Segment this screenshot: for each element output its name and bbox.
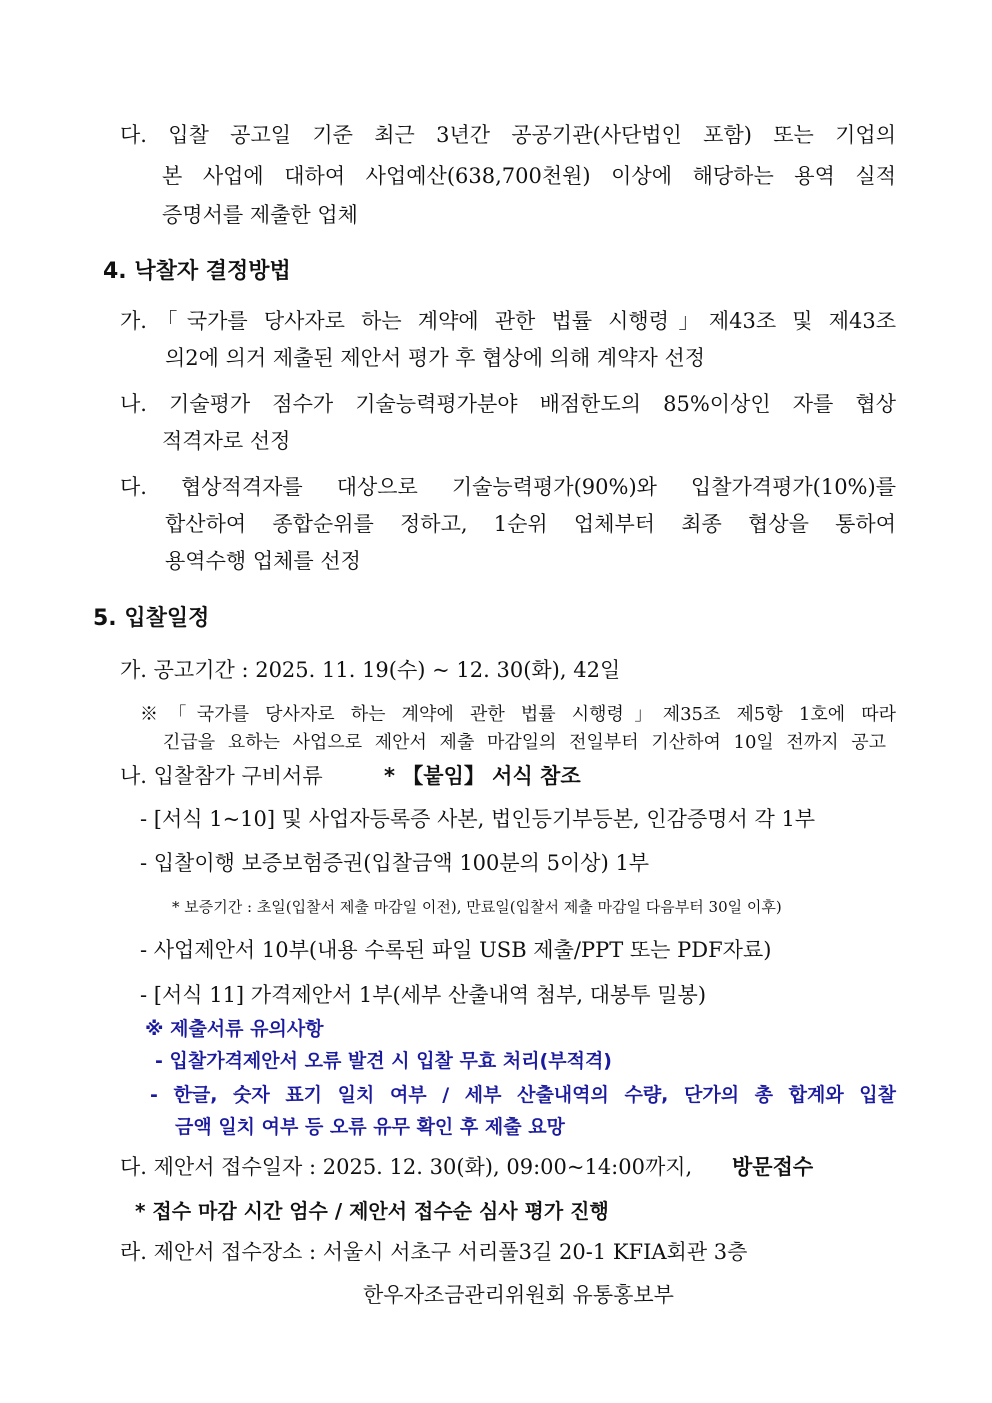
caution-title: ※ 제출서류 유의사항: [145, 1018, 324, 1040]
section-4-title: 4. 낙찰자 결정방법: [103, 259, 291, 284]
s4-b-line2: 적격자로 선정: [162, 429, 291, 453]
s4-c-line2: 합산하여 종합순위를 정하고, 1순위 업체부터 최종 협상을 통하여: [165, 512, 896, 536]
caution-item1: - 입찰가격제안서 오류 발견 시 입찰 무효 처리(부적격): [155, 1050, 612, 1072]
caution-item2-line1: - 한글, 숫자 표기 일치 여부 / 세부 산출내역의 수량, 단가의 총 합계와 입찰: [150, 1084, 896, 1106]
s3-c-line2: 본 사업에 대하여 사업예산(638,700천원) 이상에 해당하는 용역 실적: [162, 164, 896, 188]
section-5-title: 5. 입찰일정: [93, 606, 210, 631]
s4-b-line1: 나. 기술평가 점수가 기술능력평가분야 배점한도의 85%이상인 자를 협상: [120, 392, 896, 416]
s4-c-line3: 용역수행 업체를 선정: [165, 549, 361, 573]
s5-item4: - [서식 11] 가격제안서 1부(세부 산출내역 첨부, 대봉투 밀봉): [140, 983, 707, 1007]
s5-b-suffix: * 【붙임】 서식 참조: [384, 764, 581, 788]
s3-c-line1: 다. 입찰 공고일 기준 최근 3년간 공공기관(사단법인 포함) 또는 기업의: [120, 123, 896, 147]
caution-item2-line2: 금액 일치 여부 등 오류 유무 확인 후 제출 요망: [175, 1116, 565, 1138]
s5-item2: - 입찰이행 보증보험증권(입찰금액 100분의 5이상) 1부: [140, 851, 650, 875]
s5-d-line2: 한우자조금관리위원회 유통홍보부: [363, 1283, 674, 1307]
s5-d: 라. 제안서 접수장소 : 서울시 서초구 서리풀3길 20-1 KFIA회관 3층: [120, 1240, 748, 1264]
s4-c-line1: 다. 협상적격자를 대상으로 기술능력평가(90%)와 입찰가격평가(10%)를: [120, 475, 896, 499]
s5-c-bold: 방문접수: [732, 1155, 814, 1179]
s5-b-prefix: 나. 입찰참가 구비서류: [120, 764, 323, 788]
s5-c-note: * 접수 마감 시간 엄수 / 제안서 접수순 심사 평가 진행: [135, 1199, 609, 1223]
s5-a: 가. 공고기간 : 2025. 11. 19(수) ~ 12. 30(화), 42일: [120, 658, 621, 682]
s3-c-line3: 증명서를 제출한 업체: [162, 203, 358, 227]
s4-a-line2: 의2에 의거 제출된 제안서 평가 후 협상에 의해 계약자 선정: [165, 346, 706, 370]
s5-c-prefix: 다. 제안서 접수일자 : 2025. 12. 30(화), 09:00~14:00까지,: [120, 1155, 693, 1179]
s5-note-line1: ※「국가를 당사자로 하는 계약에 관한 법률 시행령」제35조 제5항 1호에 따라: [140, 704, 896, 725]
s4-a-line1: 가.「국가를 당사자로 하는 계약에 관한 법률 시행령」제43조 및 제43조: [120, 309, 896, 333]
s5-item3: - 사업제안서 10부(내용 수록된 파일 USB 제출/PPT 또는 PDF자료): [140, 938, 772, 962]
s5-item1: - [서식 1~10] 및 사업자등록증 사본, 법인등기부등본, 인감증명서 각 1부: [140, 807, 816, 831]
s5-note-line2: 긴급을 요하는 사업으로 제안서 제출 마감일의 전일부터 기산하여 10일 전까지 공고: [163, 732, 886, 753]
s5-item2-note: * 보증기간 : 초일(입찰서 제출 마감일 이전), 만료일(입찰서 제출 마감일 다음부터 30일 이후): [172, 898, 782, 916]
